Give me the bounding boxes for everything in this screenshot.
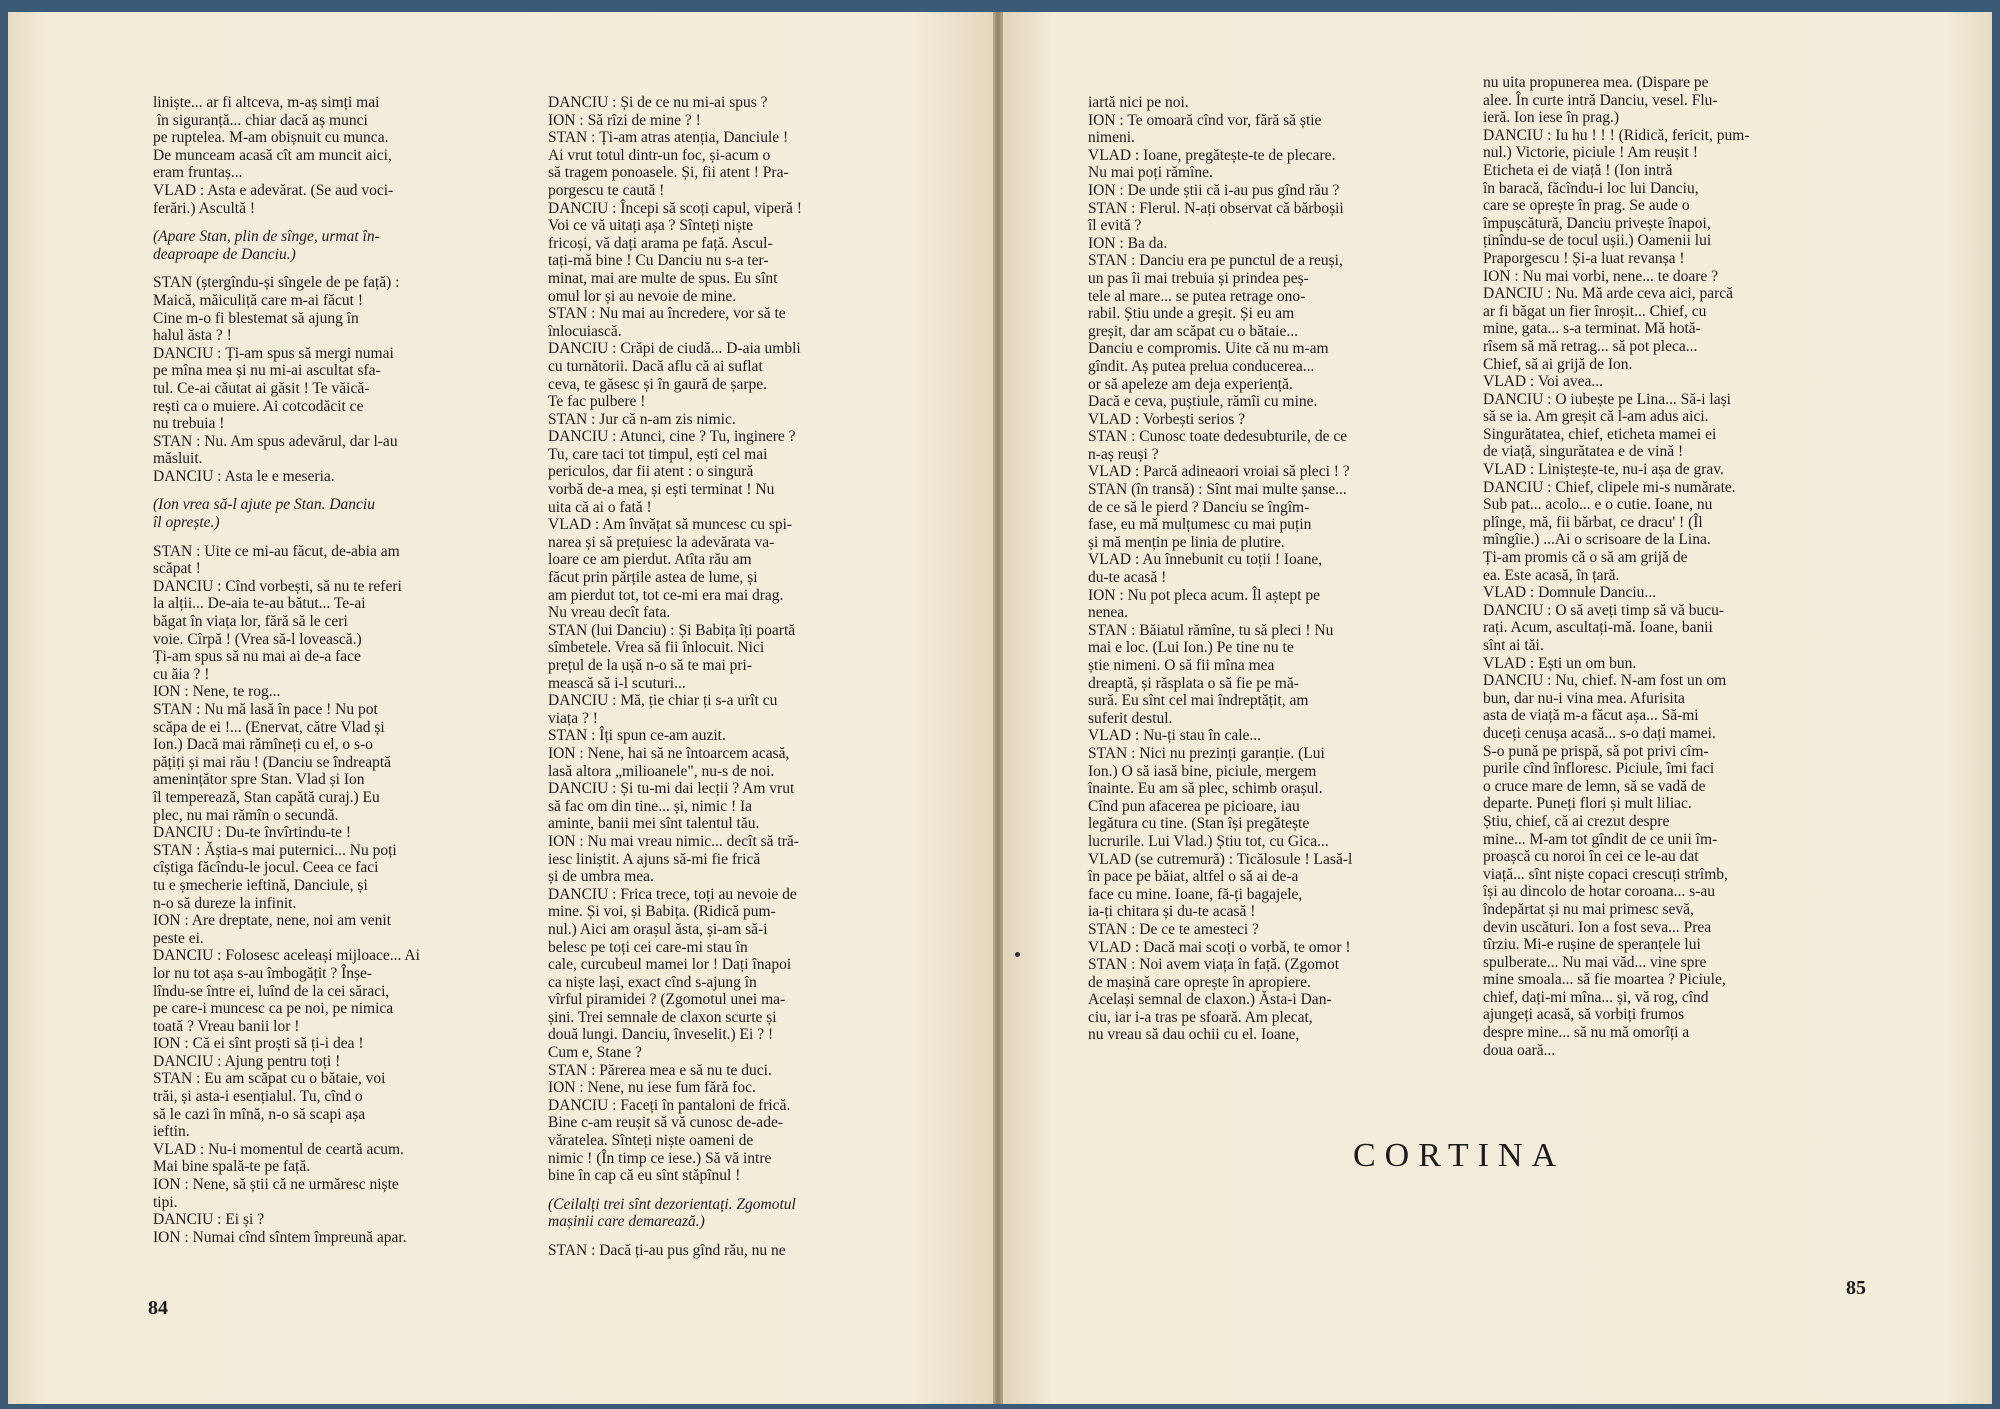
dialogue-line: ia-ți chitara și du-te acasă !: [1088, 903, 1256, 921]
dialogue-line: ținîndu-se de tocul ușii.) Oamenii lui: [1483, 232, 1712, 250]
dialogue-line: Danciu e compromis. Uite că nu m-am: [1088, 340, 1329, 358]
dialogue-line: mească să i-l scuturi...: [548, 674, 686, 692]
dialogue-line: fase, eu mă mulțumesc cu mai puțin: [1088, 516, 1312, 534]
dialogue-line: și de umbra mea.: [548, 868, 654, 886]
dialogue-line: ca niște lași, exact cînd s-ajung în: [548, 973, 757, 991]
dialogue-line: ea. Este acasă, în țară.: [1483, 566, 1620, 584]
dialogue-line: ION : Că ei sînt proști să ți-i dea !: [153, 1035, 364, 1053]
dialogue-line: Tu, care taci tot timpul, ești cel mai: [548, 445, 768, 463]
dialogue-line: DANCIU : Începi să scoți capul, viperă !: [548, 199, 802, 217]
dialogue-line: DANCIU : Chief, clipele mi-s numărate.: [1483, 478, 1736, 496]
dialogue-line: duceți cenușa acasă... s-o dați mamei.: [1483, 724, 1716, 742]
dialogue-line: ION : Nu pot pleca acum. Îl aștept pe: [1088, 586, 1320, 604]
dialogue-line: scăpat !: [153, 560, 201, 578]
dialogue-line: VLAD : Au înnebunit cu toții ! Ioane,: [1088, 551, 1323, 569]
dialogue-line: pe care-i muncesc ca pe noi, pe nimica: [153, 1000, 394, 1018]
dialogue-line: DANCIU : Folosesc aceleași mijloace... Ai: [153, 947, 420, 965]
dialogue-line: cu ăia ? !: [153, 665, 210, 683]
line-spacer: [153, 263, 528, 274]
dialogue-line: STAN : Dacă ți-au pus gînd rău, nu ne: [548, 1242, 786, 1259]
dialogue-line: rești ca o muiere. Ai cotcodăcit ce: [153, 397, 364, 415]
dialogue-line: pe mîna mea și nu mi-ai ascultat sfa-: [153, 362, 381, 380]
dialogue-line: am pierdut tot, tot ce-mi era mai drag.: [548, 586, 784, 604]
dialogue-line: lor nu tot așa s-au îmbogățit ? Înșe-: [153, 964, 373, 982]
dialogue-line: bun, dar nu-i vina mea. Afurisita: [1483, 689, 1685, 707]
dialogue-line: eram fruntaș...: [153, 164, 243, 182]
dialogue-line: Ion.) O să iasă bine, piciule, mergem: [1088, 762, 1317, 780]
dialogue-line: știe nimeni. O să fii mîna mea: [1088, 657, 1275, 674]
dialogue-line: despre mine... să nu mă omorîți a: [1483, 1024, 1690, 1042]
dialogue-line: iartă nici pe noi.: [1088, 94, 1189, 111]
dialogue-line: ION : Numai cînd sîntem împreună apar.: [153, 1228, 407, 1246]
line-spacer: [153, 532, 528, 543]
dialogue-line: plînge, mă, fii bărbat, ce dracu' ! (Îl: [1483, 513, 1703, 531]
dialogue-line: n-o să dureze la infinit.: [153, 894, 297, 912]
dialogue-line: de viață, singurătatea e de vină !: [1483, 443, 1684, 461]
dialogue-line: să se ia. Am greșit că l-am adus aici.: [1483, 408, 1709, 426]
dialogue-line: pe ruptelea. M-am obișnuit cu munca.: [153, 129, 389, 147]
dialogue-line: STAN : Flerul. N-ați observat că bărboșii: [1088, 199, 1344, 217]
page-number-right: 85: [1846, 1277, 1866, 1299]
right-page: [1003, 12, 1992, 1404]
dialogue-line: chief, dați-mi mîna... și, vă rog, cînd: [1483, 988, 1709, 1006]
dialogue-line: ION : Nu mai vorbi, nene... te doare ?: [1483, 267, 1719, 285]
dialogue-line: STAN : Cunosc toate dedesubturile, de ce: [1088, 428, 1348, 446]
dialogue-line: DANCIU : Iu hu ! ! ! (Ridică, fericit, pum-: [1483, 126, 1750, 144]
dialogue-line: STAN : Noi avem viața în față. (Zgomot: [1088, 956, 1340, 974]
dialogue-line: ION : Te omoară cînd vor, fără să știe: [1088, 111, 1322, 129]
dialogue-line: n-aș reuși ?: [1088, 445, 1159, 463]
dialogue-line: STAN : Nu. Am spus adevărul, dar l-au: [153, 432, 398, 450]
dialogue-line: DANCIU : Asta le e meseria.: [153, 467, 335, 485]
dialogue-line: uita că ai o fată !: [548, 498, 652, 516]
dialogue-line: Ți-am spus să nu mai ai de-a face: [153, 648, 361, 666]
dialogue-line: îl evită ?: [1088, 217, 1142, 235]
dialogue-line: ION : Nene, te rog...: [153, 683, 281, 701]
dialogue-line: prețul de la ușă n-o să te mai pri-: [548, 657, 753, 674]
dialogue-line: STAN : Uite ce mi-au făcut, de-abia am: [153, 542, 400, 560]
dialogue-line: porgescu te caută !: [548, 181, 665, 199]
dialogue-line: sură. Eu sînt cel mai îndreptățit, am: [1088, 692, 1309, 710]
dialogue-line: mine. Și voi, și Babița. (Ridică pum-: [548, 903, 776, 921]
left-page-column-1: [153, 94, 528, 1246]
dialogue-line: Știu, chief, că ai crezut despre: [1483, 812, 1670, 830]
dialogue-line: tați-mă bine ! Cu Danciu nu s-a ter-: [548, 252, 769, 270]
dialogue-line: Nu mai poți rămîne.: [1088, 164, 1213, 182]
stage-direction-line: (Apare Stan, plin de sînge, urmat în-: [153, 228, 380, 246]
dialogue-line: or să apeleze am deja experiență.: [1088, 375, 1293, 393]
dialogue-line: peste ei.: [153, 929, 204, 947]
dialogue-line: Dacă e ceva, puștiule, rămîi cu mine.: [1088, 393, 1318, 411]
dialogue-line: VLAD (se cutremură) : Ticălosule ! Lasă-l: [1088, 850, 1353, 868]
dialogue-line: Ion.) Dacă mai rămîneți cu el, o s-o: [153, 736, 373, 754]
dialogue-line: STAN : Nici nu prezinți garanție. (Lui: [1088, 744, 1325, 762]
left-page: [8, 12, 993, 1404]
dialogue-line: S-o pună pe prispă, să pot privi cîm-: [1483, 742, 1709, 760]
dialogue-line: DANCIU : Crăpi de ciudă... D-aia umbli: [548, 340, 801, 358]
dialogue-line: STAN : Ți-am atras atenția, Danciule !: [548, 129, 789, 147]
dialogue-line: spulberate... Nu mai văd... vine spre: [1483, 953, 1707, 971]
dialogue-line: VLAD : Domnule Danciu...: [1483, 584, 1657, 602]
dialogue-line: Sub pat... acolo... e o cutie. Ioane, nu: [1483, 496, 1713, 514]
stage-direction-line: îl oprește.): [153, 514, 220, 532]
dialogue-line: lasă altora „milioanele", nu-s de noi.: [548, 762, 775, 780]
dialogue-line: tîrziu. Mi-e rușine de speranțele lui: [1483, 936, 1701, 954]
dialogue-line: șini. Trei semnale de claxon scurte și: [548, 1008, 777, 1026]
dialogue-line: STAN : Danciu era pe punctul de a reuși,: [1088, 252, 1343, 270]
dialogue-line: nu uita propunerea mea. (Dispare pe: [1483, 74, 1709, 91]
dialogue-line: DANCIU : Faceți în pantaloni de frică.: [548, 1096, 791, 1114]
dialogue-line: Eticheta ei de viață ! (Ion intră: [1483, 161, 1673, 179]
dialogue-line: VLAD : Voi avea...: [1483, 373, 1603, 391]
dialogue-line: legătura cu tine. (Stan își pregătește: [1088, 815, 1310, 833]
dialogue-line: sînt ai tăi.: [1483, 637, 1544, 654]
dialogue-line: asta de viață m-a făcut așa... Să-mi: [1483, 707, 1699, 725]
dialogue-line: devin uscături. Ion a fost seva... Prea: [1483, 918, 1712, 936]
stage-direction-line: (Ion vrea să-l ajute pe Stan. Danciu: [153, 496, 375, 514]
dialogue-line: DANCIU : Ajung pentru toți !: [153, 1052, 341, 1070]
dialogue-line: să le cazi în mînă, n-o să scapi așa: [153, 1105, 366, 1123]
dialogue-line: dreaptă, și răsplata o să fie pe mă-: [1088, 674, 1299, 692]
dialogue-line: băgat în viața lor, fără să le ceri: [153, 613, 348, 631]
dialogue-line: belesc pe toți cei care-mi stau în: [548, 938, 748, 956]
dialogue-line: VLAD : Dacă mai scoți o vorbă, te omor !: [1088, 938, 1351, 956]
dialogue-line: ciu, iar i-a tras pe sfoară. Am plecat,: [1088, 1008, 1313, 1026]
dialogue-line: STAN : Băiatul rămîne, tu să pleci ! Nu: [1088, 621, 1334, 639]
dialogue-line: doua oară...: [1483, 1041, 1556, 1059]
dialogue-line: loare ce am pierdut. Atîta rău am: [548, 551, 752, 569]
dialogue-line: pățiți și mai rău ! (Danciu se îndreaptă: [153, 753, 392, 771]
dialogue-line: Ai vrut totul dintr-un foc, și-acum o: [548, 146, 771, 164]
dialogue-line: care se oprește în prag. Se aude o: [1483, 197, 1690, 215]
dialogue-line: ION : Ba da.: [1088, 234, 1168, 252]
dialogue-line: face cu mine. Ioane, fă-ți bagajele,: [1088, 885, 1303, 903]
dialogue-line: STAN : Ăștia-s mai puternici... Nu poți: [153, 841, 397, 859]
dialogue-line: VLAD : Ești un om bun.: [1483, 654, 1637, 672]
dialogue-line: STAN : De ce te amesteci ?: [1088, 920, 1259, 938]
dialogue-line: halul ăsta ? !: [153, 327, 232, 345]
dialogue-line: ferări.) Ascultă !: [153, 199, 255, 217]
dialogue-line: STAN : Jur că n-am zis nimic.: [548, 410, 736, 428]
dialogue-line: ieră. Ion iese în prag.): [1483, 109, 1619, 127]
dialogue-line: de ce să le pierd ? Danciu se îngîm-: [1088, 498, 1310, 516]
dialogue-line: Singurătatea, chief, eticheta mamei ei: [1483, 425, 1717, 443]
dialogue-line: Cum e, Stane ?: [548, 1044, 642, 1062]
dialogue-line: proașcă cu noroi în cei ce le-au dat: [1483, 848, 1699, 866]
dialogue-line: rabil. Știu unde a greșit. Și eu am: [1088, 305, 1295, 323]
dialogue-line: vîrful piramidei ? (Zgomotul unei ma-: [548, 991, 786, 1009]
dialogue-line: DANCIU : Cînd vorbești, să nu te referi: [153, 577, 402, 595]
dialogue-line: scăpa de ei !... (Enervat, către Vlad și: [153, 718, 385, 736]
dialogue-line: DANCIU : Și de ce nu mi-ai spus ?: [548, 94, 768, 111]
dialogue-line: în pace pe băiat, altfel o să ai de-a: [1088, 868, 1299, 886]
dialogue-line: viață... sînt niște copaci crescuți strîmb,: [1483, 865, 1728, 883]
dialogue-line: împușcătură, Danciu privește înapoi,: [1483, 214, 1711, 232]
dialogue-line: omul lor și au nevoie de mine.: [548, 287, 737, 305]
dialogue-line: cu turnătorii. Dacă aflu că ai suflat: [548, 357, 763, 375]
dialogue-line: un pas îi mai trebuia și prindea peș-: [1088, 269, 1309, 287]
dialogue-line: la alții... De-aia te-au bătut... Te-ai: [153, 595, 366, 613]
dialogue-line: Praporgescu ! Și-a luat revanșa !: [1483, 249, 1685, 267]
dialogue-line: DANCIU : Mă, ție chiar ți s-a urît cu: [548, 692, 778, 710]
dialogue-line: lîndu-se între ei, luînd de la cei săraci,: [153, 982, 390, 1000]
dialogue-line: du-te acasă !: [1088, 569, 1167, 587]
dialogue-line: DANCIU : Ei și ?: [153, 1211, 265, 1229]
dialogue-line: narea și să prețuiesc la adevărata va-: [548, 533, 775, 551]
dialogue-line: văratelea. Sînteți niște oameni de: [548, 1132, 754, 1150]
dialogue-line: STAN : Eu am scăpat cu o bătaie, voi: [153, 1070, 386, 1088]
dialogue-line: lucrurile. Lui Vlad.) Știu tot, cu Gica...: [1088, 832, 1329, 850]
dialogue-line: să fac om din tine... și, nimic ! Ia: [548, 797, 753, 815]
line-spacer: [548, 1185, 923, 1196]
dialogue-line: VLAD : Am învățat să muncesc cu spi-: [548, 516, 793, 534]
dialogue-line: vorbă de-a mea, și ești terminat ! Nu: [548, 481, 775, 499]
dialogue-line: purile cînd înfloresc. Piciule, îmi faci: [1483, 760, 1715, 778]
dialogue-line: aminte, banii mei sînt talentul tău.: [548, 815, 760, 833]
dialogue-line: VLAD : Parcă adineaori vroiai să pleci ! ?: [1088, 463, 1350, 481]
curtain-heading: CORTINA: [1353, 1137, 1566, 1174]
dialogue-line: îl temperează, Stan capătă curaj.) Eu: [153, 788, 380, 806]
dialogue-line: și mă mențin pe linia de plutire.: [1088, 533, 1285, 551]
book-spread: [8, 12, 1992, 1404]
dialogue-line: ION : Nene, hai să ne întoarcem acasă,: [548, 744, 790, 762]
dialogue-line: STAN : Nu mai au încredere, vor să te: [548, 305, 786, 323]
dialogue-line: ION : Nene, să știi că ne urmăresc niște: [153, 1176, 399, 1194]
dialogue-line: DANCIU : Atunci, cine ? Tu, inginere ?: [548, 428, 796, 446]
dialogue-line: Voi ce vă uitați așa ? Sînteți niște: [548, 217, 754, 235]
dialogue-line: DANCIU : Frica trece, toți au nevoie de: [548, 885, 797, 903]
dialogue-line: departe. Puneți flori și mult liliac.: [1483, 795, 1692, 813]
dialogue-line: în siguranță... chiar dacă aș munci: [153, 111, 368, 129]
dialogue-line: mine smoala... să fie moartea ? Piciule,: [1483, 971, 1726, 989]
dialogue-line: rați. Acum, ascultați-mă. Ioane, banii: [1483, 619, 1713, 637]
dialogue-line: ION : Are dreptate, nene, noi am venit: [153, 912, 392, 930]
dialogue-line: tele al mare... se putea retrage ono-: [1088, 287, 1306, 305]
dialogue-line: ION : Nene, nu iese fum fără foc.: [548, 1079, 756, 1097]
dialogue-line: ceva, te găsesc și în gaură de șarpe.: [548, 375, 768, 393]
dialogue-line: Mai bine spală-te pe față.: [153, 1158, 311, 1176]
dialogue-line: ar fi băgat un fier înroșit... Chief, cu: [1483, 302, 1707, 320]
dialogue-line: două lungi. Danciu, înveselit.) Ei ? !: [548, 1026, 774, 1044]
dialogue-line: minat, mai are multe de spus. Eu sînt: [548, 269, 778, 287]
dialogue-line: cale, curcubeul mamei lor ! Dați înapoi: [548, 956, 792, 974]
dialogue-line: nul.) Aici am orașul ăsta, și-am să-i: [548, 920, 768, 938]
right-page-column-1: [1088, 94, 1468, 1044]
dialogue-line: înlocuiască.: [548, 322, 622, 340]
dialogue-line: DANCIU : Du-te învîrtindu-te !: [153, 824, 352, 842]
left-page-column-2: [548, 94, 923, 1260]
dialogue-line: periculos, dar fii atent : o singură: [548, 463, 754, 481]
dialogue-line: ieftin.: [153, 1123, 190, 1141]
dialogue-line: voie. Cîrpă ! (Vrea să-l lovească.): [153, 630, 362, 648]
dialogue-line: DANCIU : Nu. Mă arde ceva aici, parcă: [1483, 285, 1734, 303]
dialogue-line: Cine m-o fi blestemat să ajung în: [153, 309, 359, 327]
dialogue-line: Cînd pun afacerea pe picioare, iau: [1088, 797, 1300, 815]
stage-direction-line: (Ceilalți trei sînt dezorientați. Zgomotul: [548, 1195, 796, 1213]
dialogue-line: VLAD : Vorbești serios ?: [1088, 410, 1245, 428]
dialogue-line: VLAD : Nu-i momentul de ceartă acum.: [153, 1140, 404, 1158]
dialogue-line: amenințător spre Stan. Vlad și Ion: [153, 771, 365, 789]
dialogue-line: DANCIU : Și tu-mi dai lecții ? Am vrut: [548, 780, 795, 798]
dialogue-line: în baracă, făcîndu-i loc lui Danciu,: [1483, 179, 1699, 197]
dialogue-line: suferit destul.: [1088, 709, 1173, 727]
dialogue-line: nul.) Victorie, piciule ! Am reușit !: [1483, 144, 1698, 162]
dialogue-line: cîștiga făcîndu-le jocul. Ceea ce faci: [153, 859, 379, 877]
dialogue-line: VLAD : Nu-ți stau în cale...: [1088, 727, 1262, 745]
dialogue-line: Nu vreau decît fata.: [548, 604, 671, 622]
dialogue-line: fricoși, vă dați arama pe față. Ascul-: [548, 234, 773, 252]
page-number-left: 84: [148, 1297, 168, 1319]
dialogue-line: DANCIU : Nu, chief. N-am fost un om: [1483, 672, 1727, 690]
dialogue-line: alee. În curte intră Danciu, vesel. Flu-: [1483, 91, 1718, 109]
dialogue-line: plec, nu mai rămîn o secundă.: [153, 806, 339, 824]
dialogue-line: viața ? !: [548, 709, 598, 727]
dialogue-line: liniște... ar fi altceva, m-aș simți mai: [153, 94, 380, 111]
dialogue-line: ION : De unde știi că i-au pus gînd rău ?: [1088, 181, 1340, 199]
line-spacer: [153, 485, 528, 496]
dialogue-line: tu e șmecherie ieftină, Danciule, și: [153, 876, 368, 894]
dialogue-line: tipi.: [153, 1193, 178, 1211]
dialogue-line: nenea.: [1088, 604, 1129, 622]
dialogue-line: să tragem ponoasele. Și, fii atent ! Pra-: [548, 164, 789, 182]
dialogue-line: STAN (lui Danciu) : Și Babița îți poartă: [548, 621, 796, 639]
dialogue-line: rîsem să mă retrag... să pot pleca...: [1483, 337, 1698, 355]
dialogue-line: gîndit. Aș putea prelua conducerea...: [1088, 357, 1315, 375]
dialogue-line: iesc liniștit. A ajuns să-mi fie frică: [548, 850, 761, 868]
dialogue-line: îndepărtat și nu mai primesc sevă,: [1483, 900, 1694, 918]
dialogue-line: DANCIU : Ți-am spus să mergi numai: [153, 344, 394, 362]
line-spacer: [548, 1231, 923, 1242]
stage-direction-line: deaproape de Danciu.): [153, 245, 296, 263]
dialogue-line: nu vreau să dau ochii cu el. Ioane,: [1088, 1026, 1300, 1044]
dialogue-line: de mașină care oprește în apropiere.: [1088, 973, 1311, 991]
dialogue-line: o cruce mare de lemn, să se vadă de: [1483, 777, 1706, 795]
dialogue-line: mine... M-am tot gîndit de ce unii îm-: [1483, 830, 1718, 848]
dialogue-line: STAN (ștergîndu-și sîngele de pe față) :: [153, 274, 400, 292]
dialogue-line: De munceam acasă cît am muncit aici,: [153, 146, 392, 164]
dialogue-line: DANCIU : O iubește pe Lina... Să-i lași: [1483, 390, 1731, 408]
dialogue-line: ION : Nu mai vreau nimic... decît să tră-: [548, 832, 799, 850]
dialogue-line: STAN : Părerea mea e să nu te duci.: [548, 1061, 772, 1079]
dialogue-line: Chief, să ai grijă de Ion.: [1483, 355, 1633, 373]
dialogue-line: ION : Să rîzi de mine ? !: [548, 111, 701, 129]
dialogue-line: sîmbetele. Vrea să fii înlocuit. Nici: [548, 639, 765, 657]
dialogue-line: Maică, măiculiță care m-ai făcut !: [153, 291, 363, 309]
dialogue-line: tul. Ce-ai căutat ai găsit ! Te văică-: [153, 379, 370, 397]
dialogue-line: bine în cap că eu sînt stăpînul !: [548, 1167, 741, 1185]
dialogue-line: mai e loc. (Lui Ion.) Pe tine nu te: [1088, 639, 1294, 657]
dialogue-line: greșit, dar am scăpat cu o bătaie...: [1088, 322, 1299, 340]
dialogue-line: nimeni.: [1088, 129, 1135, 147]
dialogue-line: Bine c-am reușit să vă cunosc de-ade-: [548, 1114, 783, 1132]
dialogue-line: mîngîie.) ...Ai o scrisoare de la Lina.: [1483, 531, 1711, 549]
dialogue-line: nu trebuia !: [153, 415, 225, 433]
dialogue-line: ajungeți acasă, să vorbiți frumos: [1483, 1006, 1685, 1024]
dialogue-line: Te fac pulbere !: [548, 393, 646, 411]
dialogue-line: făcut prin părțile astea de lume, și: [548, 569, 758, 587]
dialogue-line: Ți-am promis că o să am grijă de: [1483, 549, 1688, 567]
book-gutter: [993, 12, 1003, 1404]
dialogue-line: trăi, și asta-i esențialul. Tu, cînd o: [153, 1088, 363, 1106]
dialogue-line: STAN : Îți spun ce-am auzit.: [548, 727, 726, 745]
dialogue-line: înainte. Eu am să plec, schimb orașul.: [1088, 780, 1323, 798]
dialogue-line: nimic ! (În timp ce iese.) Să vă intre: [548, 1149, 772, 1167]
dialogue-line: măsluit.: [153, 450, 203, 468]
dialogue-line: DANCIU : O să aveți timp să vă bucu-: [1483, 601, 1725, 619]
dialogue-line: STAN (în transă) : Sînt mai multe șanse...: [1088, 481, 1347, 499]
dialogue-line: VLAD : Liniștește-te, nu-i așa de grav.: [1483, 461, 1724, 479]
line-spacer: [153, 217, 528, 228]
dialogue-line: STAN : Nu mă lasă în pace ! Nu pot: [153, 701, 378, 718]
dialogue-line: își au dincolo de hotar coroana... s-au: [1483, 883, 1715, 901]
dialogue-line: mine, gata... s-a terminat. Mă hotă-: [1483, 320, 1701, 338]
dialogue-line: VLAD : Asta e adevărat. (Se aud voci-: [153, 181, 394, 199]
stage-direction-line: mașinii care demarează.): [548, 1213, 705, 1231]
page-mark: [1015, 952, 1020, 957]
dialogue-line: toată ? Vreau banii lor !: [153, 1017, 300, 1035]
dialogue-line: Același semnal de claxon.) Ăsta-i Dan-: [1088, 991, 1332, 1009]
right-page-column-2: [1483, 74, 1863, 1059]
dialogue-line: VLAD : Ioane, pregătește-te de plecare.: [1088, 146, 1336, 164]
